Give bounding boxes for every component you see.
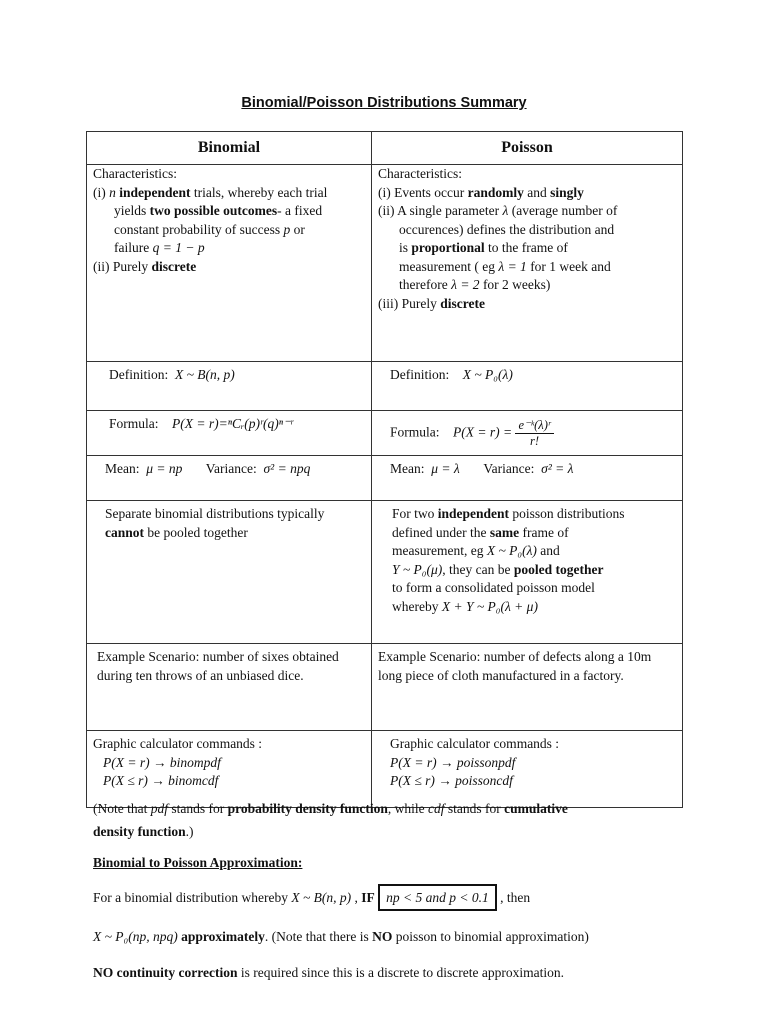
calc-poissonpdf: P(X = r) → poissonpdf [390, 754, 516, 770]
page-title: Binomial/Poisson Distributions Summary [241, 95, 527, 111]
table-row [87, 362, 683, 411]
formula-label: Formula: [109, 416, 159, 431]
poisson-formula [372, 411, 683, 456]
poisson-char-ii [378, 202, 676, 221]
text: (i) Events occur [378, 184, 468, 200]
poisson-definition [372, 362, 683, 411]
binomial-characteristics [87, 165, 372, 362]
bold-randomly: randomly [467, 184, 524, 200]
poisson-pooling [372, 501, 683, 644]
calculator-label: Graphic calculator commands : [93, 736, 263, 751]
bold-approximately: approximately [177, 929, 265, 944]
math-variance: σ² = λ [541, 461, 574, 476]
text: , they can be [442, 561, 514, 577]
binomial-pooling [87, 501, 372, 644]
summary-table [86, 131, 683, 808]
bold-cumulative: cumulative [504, 801, 568, 816]
math-lambda-2: λ = 2 [451, 277, 480, 292]
binomial-mean-variance [87, 456, 372, 501]
calc-poissoncdf: P(X ≤ r) → poissoncdf [390, 773, 513, 788]
table-row [87, 456, 683, 501]
poisson-pooling-line4 [392, 561, 676, 580]
text: stands for [168, 801, 228, 816]
binomial-pooling-line2 [105, 524, 365, 543]
poisson-char-ii-line5 [378, 276, 676, 295]
text: For two [392, 506, 438, 521]
text: (iii) Purely [378, 295, 441, 311]
text: (average number of [508, 203, 618, 218]
text: is required since this is a discrete to discrete approximation. [237, 965, 565, 980]
math-q: q = 1 − p [152, 240, 205, 255]
poisson-pooling-line5: to form a consolidated poisson model [392, 580, 595, 595]
mean-label: Mean: [105, 461, 140, 476]
math-definition: X ~ B(n, p) [175, 367, 235, 382]
table-row [87, 731, 683, 808]
formula-fraction [515, 418, 553, 449]
text: failure [114, 240, 153, 255]
text: , [351, 890, 362, 905]
binomial-example: Example Scenario: number of sixes obtained during ten throws of an unbiased dice. [87, 644, 372, 731]
calc-binompdf: P(X = r) → binompdf [103, 754, 221, 770]
poisson-char-ii-line3 [378, 239, 676, 258]
text: is [399, 240, 412, 255]
variance-label: Variance: [205, 461, 257, 476]
text: therefore [399, 277, 452, 292]
binomial-char-i-line2 [93, 202, 365, 221]
text: and [523, 184, 551, 200]
table-row [87, 165, 683, 362]
bold-discrete: discrete [151, 258, 197, 274]
text: poisson distributions [509, 506, 625, 521]
approximation-line2 [93, 925, 683, 948]
bold-discrete: discrete [440, 295, 485, 311]
text: stands for [444, 801, 505, 816]
math-cdf: cdf [428, 801, 445, 816]
text: (ii) A single parameter [378, 203, 503, 218]
poisson-char-ii-line2: occurences) defines the distribution and [399, 221, 615, 237]
text: or [290, 221, 305, 237]
bold-independent: independent [119, 184, 191, 200]
calculator-label: Graphic calculator commands : [390, 736, 560, 751]
bold-no: NO [372, 929, 393, 944]
characteristics-label: Characteristics: [378, 166, 462, 181]
math-pdf: pdf [150, 801, 168, 816]
bold-two-outcomes: two possible outcomes [149, 203, 278, 218]
math-sum-poisson: X + Y ~ P₀(λ + μ) [441, 598, 538, 614]
table-header-row [87, 132, 683, 165]
bold-same: same [489, 524, 520, 540]
text: measurement ( eg [399, 258, 499, 274]
math-lambda-1: λ = 1 [498, 258, 527, 274]
math-p: p [283, 221, 291, 237]
text: yields [114, 203, 150, 218]
formula-label: Formula: [390, 424, 440, 440]
definition-label: Definition: [390, 367, 450, 382]
bold-cannot: cannot [105, 524, 145, 540]
math-y-poisson: Y ~ P₀(μ) [392, 561, 443, 577]
text: and [536, 543, 560, 558]
poisson-char-iii [378, 295, 676, 314]
bold-independent: independent [437, 506, 510, 521]
text: (Note that [93, 801, 151, 816]
math-poisson-approx: X ~ P₀(np, npq) [93, 929, 178, 944]
header-binomial: Binomial [87, 132, 372, 165]
binomial-formula [87, 411, 372, 456]
math-mean: μ = np [146, 461, 183, 476]
poisson-characteristics [372, 165, 683, 362]
math-definition: X ~ P₀(λ) [462, 367, 513, 382]
text: For a binomial distribution whereby [93, 890, 292, 905]
math-mean: μ = λ [431, 461, 460, 476]
math-binomial: X ~ B(n, p) [291, 890, 352, 905]
text: poisson to binomial approximation) [392, 929, 589, 944]
binomial-char-i [93, 184, 365, 203]
mean-label: Mean: [390, 461, 425, 476]
poisson-char-i [378, 184, 676, 203]
poisson-char-ii-line4 [378, 258, 676, 277]
poisson-calculator [372, 731, 683, 808]
text: . (Note that there is [264, 929, 373, 944]
approximation-line1 [93, 886, 683, 909]
text: Separate binomial distributions typically [105, 506, 325, 521]
fraction-denominator: r! [530, 433, 540, 448]
text: trials, whereby each trial [190, 184, 328, 200]
math-x-poisson: X ~ P₀(λ) [486, 543, 537, 558]
approximation-heading: Binomial to Poisson Approximation: [93, 855, 303, 870]
poisson-example: Example Scenario: number of defects along a 10m long piece of cloth manufactured in a factory. [372, 644, 683, 731]
calc-binomcdf: P(X ≤ r) → binomcdf [103, 773, 219, 788]
header-poisson: Poisson [372, 132, 683, 165]
table-row [87, 411, 683, 456]
poisson-pooling-line3 [392, 542, 676, 561]
text: for 2 weeks) [479, 277, 551, 292]
math-lambda: λ [502, 203, 509, 218]
pdf-cdf-note [93, 797, 683, 843]
poisson-mean-variance [372, 456, 683, 501]
bold-proportional: proportional [411, 240, 485, 255]
text: frame of [519, 524, 569, 540]
table-row [87, 501, 683, 644]
bold-density-function: density function [93, 824, 186, 839]
poisson-pooling-line1 [392, 505, 676, 524]
item-prefix: (i) [93, 184, 106, 200]
text: , while [387, 801, 429, 816]
binomial-char-ii [93, 258, 365, 277]
bold-if: IF [361, 890, 375, 905]
text: , then [496, 890, 531, 905]
binomial-char-i-line4 [93, 239, 365, 258]
bold-pooled-together: pooled together [513, 561, 604, 577]
text: for 1 week and [526, 258, 611, 274]
math-formula: P(X = r)=ⁿCᵣ(p)ʳ(q)ⁿ⁻ʳ [172, 416, 294, 431]
table-row [87, 644, 683, 731]
bold-no-continuity-correction: NO continuity correction [93, 965, 238, 980]
poisson-pooling-line2 [392, 524, 676, 543]
math-formula-lhs: P(X = r) = [453, 424, 513, 440]
approximation-condition-box: np < 5 and p < 0.1 [378, 884, 497, 911]
math-variance: σ² = npq [263, 461, 311, 476]
text: whereby [392, 598, 442, 614]
definition-label: Definition: [109, 367, 169, 382]
text: defined under the [392, 524, 490, 540]
text: to the frame of [484, 240, 568, 255]
bold-pdf-definition: probability density function [227, 801, 388, 816]
characteristics-label: Characteristics: [93, 166, 177, 181]
text: (ii) Purely [93, 258, 152, 274]
text: be pooled together [144, 524, 248, 540]
binomial-char-i-line3 [93, 221, 365, 240]
fraction-numerator: e⁻ᵏ(λ)ʳ [515, 418, 553, 434]
text: - a fixed [277, 203, 323, 218]
text: measurement, eg [392, 543, 487, 558]
variance-label: Variance: [483, 461, 535, 476]
approximation-line3 [93, 961, 683, 984]
text: .) [185, 824, 194, 839]
binomial-definition [87, 362, 372, 411]
poisson-pooling-line6 [392, 598, 676, 617]
bold-singly: singly [550, 184, 584, 200]
math-n: n [109, 184, 116, 200]
binomial-calculator [87, 731, 372, 808]
text: constant probability of success [114, 221, 284, 237]
